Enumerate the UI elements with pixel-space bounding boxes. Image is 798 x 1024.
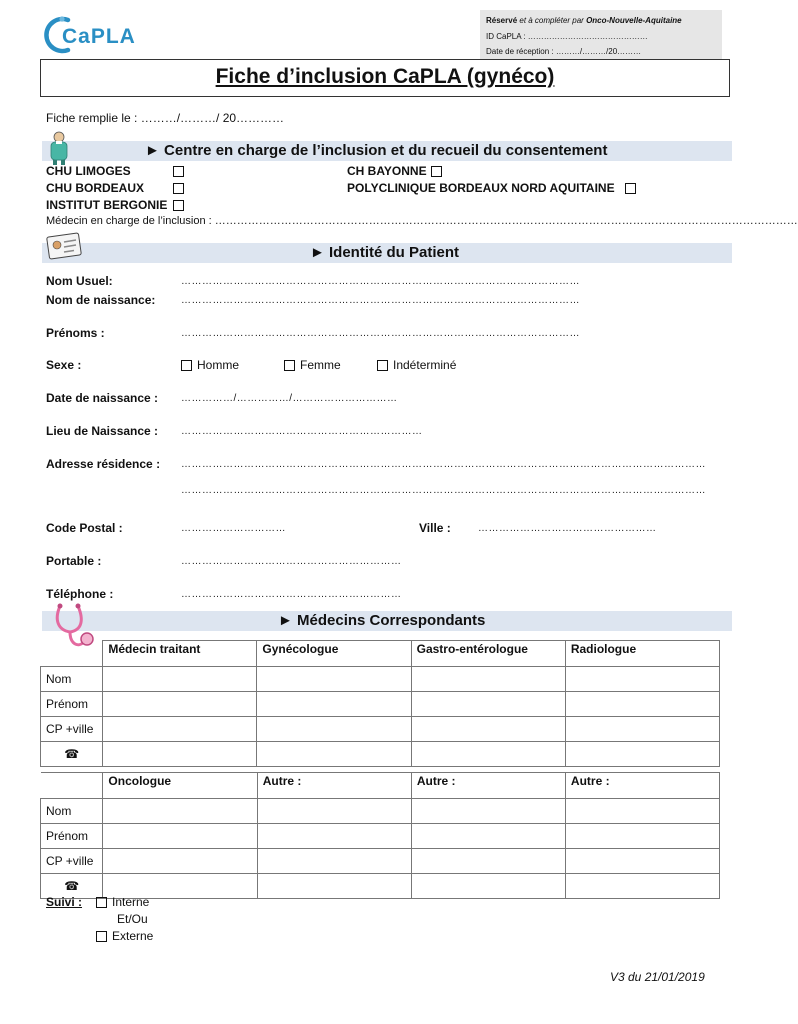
form-title: Fiche d’inclusion CaPLA (gynéco) xyxy=(215,65,555,88)
row-label-nom: Nom xyxy=(41,667,103,692)
sexe-homme-option[interactable] xyxy=(181,358,239,372)
table-row xyxy=(41,742,720,767)
table-cell[interactable] xyxy=(103,849,257,874)
suivi-externe-label: Externe xyxy=(112,929,154,943)
table2-header-autre-2: Autre : xyxy=(411,773,565,799)
table1-header-gynecologue: Gynécologue xyxy=(257,641,411,667)
table-cell[interactable] xyxy=(257,849,411,874)
sexe-femme-label: Femme xyxy=(300,358,341,372)
suivi-externe-checkbox[interactable] xyxy=(96,931,107,942)
date-naissance-field[interactable]: ……………/……………/………………………… xyxy=(181,393,398,404)
portable-field[interactable]: ……………………………………………………… xyxy=(181,556,402,567)
centre-institut-bergonie-label: INSTITUT BERGONIE xyxy=(46,198,168,212)
row-label-cp-ville: CP +ville xyxy=(41,717,103,742)
adresse-field-line1[interactable]: …………………………………………………………………………………………………………………………………… xyxy=(181,459,706,470)
table2-header-oncologue: Oncologue xyxy=(103,773,257,799)
reserved-prefix: Réservé xyxy=(486,16,518,25)
table-cell[interactable] xyxy=(565,824,719,849)
table-cell[interactable] xyxy=(103,742,257,767)
table2-corner-cell xyxy=(41,773,103,799)
code-postal-field[interactable]: ………………………… xyxy=(181,523,286,534)
reserved-id-line: ID CaPLA : ……………………………………… xyxy=(486,32,648,41)
reserved-box xyxy=(480,10,722,60)
centre-chu-limoges-checkbox[interactable] xyxy=(173,166,184,177)
sexe-femme-option[interactable] xyxy=(284,358,341,372)
version-label: V3 du 21/01/2019 xyxy=(610,970,705,984)
reserved-date-line: Date de réception : ………/………/20……… xyxy=(486,47,642,56)
prenoms-field[interactable]: …………………………………………………………………………………………………… xyxy=(181,328,580,339)
suivi-interne-label: Interne xyxy=(112,895,150,909)
table-cell[interactable] xyxy=(565,667,719,692)
row-label-nom: Nom xyxy=(41,799,103,824)
centre-polyclinique xyxy=(347,181,615,195)
table-row xyxy=(41,773,720,799)
sexe-femme-checkbox[interactable] xyxy=(284,360,295,371)
suivi-label: Suivi : xyxy=(46,895,83,909)
table-cell[interactable] xyxy=(257,874,411,899)
phone-icon: ☎ xyxy=(64,879,80,893)
suivi-interne-checkbox[interactable] xyxy=(96,897,107,908)
patient-section-title: ► Identité du Patient xyxy=(310,244,460,261)
centre-chu-limoges-label: CHU LIMOGES xyxy=(46,164,131,178)
table-cell[interactable] xyxy=(411,824,565,849)
sexe-label: Sexe : xyxy=(46,358,82,372)
sexe-homme-checkbox[interactable] xyxy=(181,360,192,371)
lieu-naissance-label: Lieu de Naissance : xyxy=(46,424,159,438)
sexe-homme-label: Homme xyxy=(197,358,240,372)
table-cell[interactable] xyxy=(257,717,411,742)
table-row xyxy=(41,717,720,742)
table-cell[interactable] xyxy=(565,874,719,899)
portable-label: Portable : xyxy=(46,554,102,568)
ville-field[interactable]: …………………………………………… xyxy=(478,523,657,534)
centre-chu-bordeaux-checkbox[interactable] xyxy=(173,183,184,194)
table-cell[interactable] xyxy=(257,799,411,824)
suivi-externe-option[interactable] xyxy=(96,929,153,943)
centre-polyclinique-label: POLYCLINIQUE BORDEAUX NORD AQUITAINE xyxy=(347,181,615,195)
table-cell[interactable] xyxy=(411,874,565,899)
table-cell[interactable] xyxy=(103,799,257,824)
adresse-label: Adresse résidence : xyxy=(46,457,161,471)
table-cell[interactable] xyxy=(411,667,565,692)
centre-institut-bergonie xyxy=(46,198,167,212)
table-cell[interactable] xyxy=(103,692,257,717)
table-cell[interactable] xyxy=(565,692,719,717)
table-row xyxy=(41,667,720,692)
date-naissance-label: Date de naissance : xyxy=(46,391,159,405)
sexe-indetermine-option[interactable] xyxy=(377,358,456,372)
medecins-section-title: ► Médecins Correspondants xyxy=(278,612,486,629)
telephone-label: Téléphone : xyxy=(46,587,114,601)
sexe-indetermine-checkbox[interactable] xyxy=(377,360,388,371)
centre-section-title: ► Centre en charge de l’inclusion et du recueil du consentement xyxy=(145,142,608,159)
centre-ch-bayonne xyxy=(347,164,427,178)
adresse-field-line2[interactable]: …………………………………………………………………………………………………………………………………… xyxy=(181,485,706,496)
reserved-org: Onco-Nouvelle-Aquitaine xyxy=(586,16,682,25)
suivi-interne-option[interactable] xyxy=(96,895,149,909)
nom-naissance-label: Nom de naissance: xyxy=(46,293,156,307)
table-cell[interactable] xyxy=(411,849,565,874)
table-row xyxy=(41,849,720,874)
telephone-field[interactable]: ……………………………………………………… xyxy=(181,589,402,600)
table-cell[interactable] xyxy=(565,799,719,824)
row-label-prenom: Prénom xyxy=(41,824,103,849)
table-row xyxy=(41,692,720,717)
table-cell[interactable] xyxy=(411,692,565,717)
centre-ch-bayonne-label: CH BAYONNE xyxy=(347,164,427,178)
table-cell[interactable] xyxy=(411,717,565,742)
medecins-table-2 xyxy=(40,772,720,899)
reserved-mid: et à compléter par xyxy=(517,16,587,25)
row-label-prenom: Prénom xyxy=(41,692,103,717)
id-card-icon xyxy=(46,232,84,262)
table-cell[interactable] xyxy=(411,742,565,767)
table1-header-medecin-traitant: Médecin traitant xyxy=(103,641,257,667)
nurse-icon xyxy=(46,130,72,166)
phone-icon: ☎ xyxy=(64,747,80,761)
logo-text: CaPLA xyxy=(62,25,136,48)
prenoms-label: Prénoms : xyxy=(46,326,105,340)
nom-naissance-field[interactable]: …………………………………………………………………………………………………… xyxy=(181,295,580,306)
table-cell[interactable] xyxy=(257,667,411,692)
centre-chu-bordeaux xyxy=(46,181,144,195)
reserved-title xyxy=(486,16,682,25)
capla-logo xyxy=(46,14,141,56)
centre-chu-bordeaux-label: CHU BORDEAUX xyxy=(46,181,145,195)
table-cell[interactable] xyxy=(103,824,257,849)
centre-polyclinique-checkbox[interactable] xyxy=(625,183,636,194)
nom-usuel-label: Nom Usuel: xyxy=(46,274,113,288)
table-cell[interactable] xyxy=(257,692,411,717)
table1-header-radiologue: Radiologue xyxy=(565,641,719,667)
filled-on-line: Fiche remplie le : ………/………/ 20………… xyxy=(46,111,285,125)
table-cell[interactable] xyxy=(565,717,719,742)
table-cell[interactable] xyxy=(257,824,411,849)
table-row xyxy=(41,799,720,824)
table2-header-autre-1: Autre : xyxy=(257,773,411,799)
medecins-table-1 xyxy=(40,640,720,767)
table-cell[interactable] xyxy=(565,742,719,767)
lieu-naissance-field[interactable]: …………………………………………………………… xyxy=(181,426,423,437)
suivi-etou-text: Et/Ou xyxy=(117,912,148,926)
table2-header-autre-3: Autre : xyxy=(565,773,719,799)
table-row xyxy=(41,824,720,849)
table-cell[interactable] xyxy=(565,849,719,874)
centre-institut-bergonie-checkbox[interactable] xyxy=(173,200,184,211)
table1-header-gastro: Gastro-entérologue xyxy=(411,641,565,667)
sexe-indetermine-label: Indéterminé xyxy=(393,358,457,372)
table-cell[interactable] xyxy=(257,742,411,767)
ville-label: Ville : xyxy=(419,521,451,535)
table1-corner-cell xyxy=(41,641,103,667)
code-postal-label: Code Postal : xyxy=(46,521,123,535)
centre-chu-limoges xyxy=(46,164,131,178)
form-title-box xyxy=(40,59,730,97)
table-row xyxy=(41,641,720,667)
doctor-inclusion-line: Médecin en charge de l’inclusion : …………………………………………………………………………………………………………………………………………… xyxy=(46,215,798,227)
row-label-cp-ville: CP +ville xyxy=(41,849,103,874)
centre-ch-bayonne-checkbox[interactable] xyxy=(431,166,442,177)
table-cell[interactable] xyxy=(103,667,257,692)
nom-usuel-field[interactable]: …………………………………………………………………………………………………… xyxy=(181,276,580,287)
row-label-phone xyxy=(41,742,103,767)
table-cell[interactable] xyxy=(103,717,257,742)
table-cell[interactable] xyxy=(411,799,565,824)
